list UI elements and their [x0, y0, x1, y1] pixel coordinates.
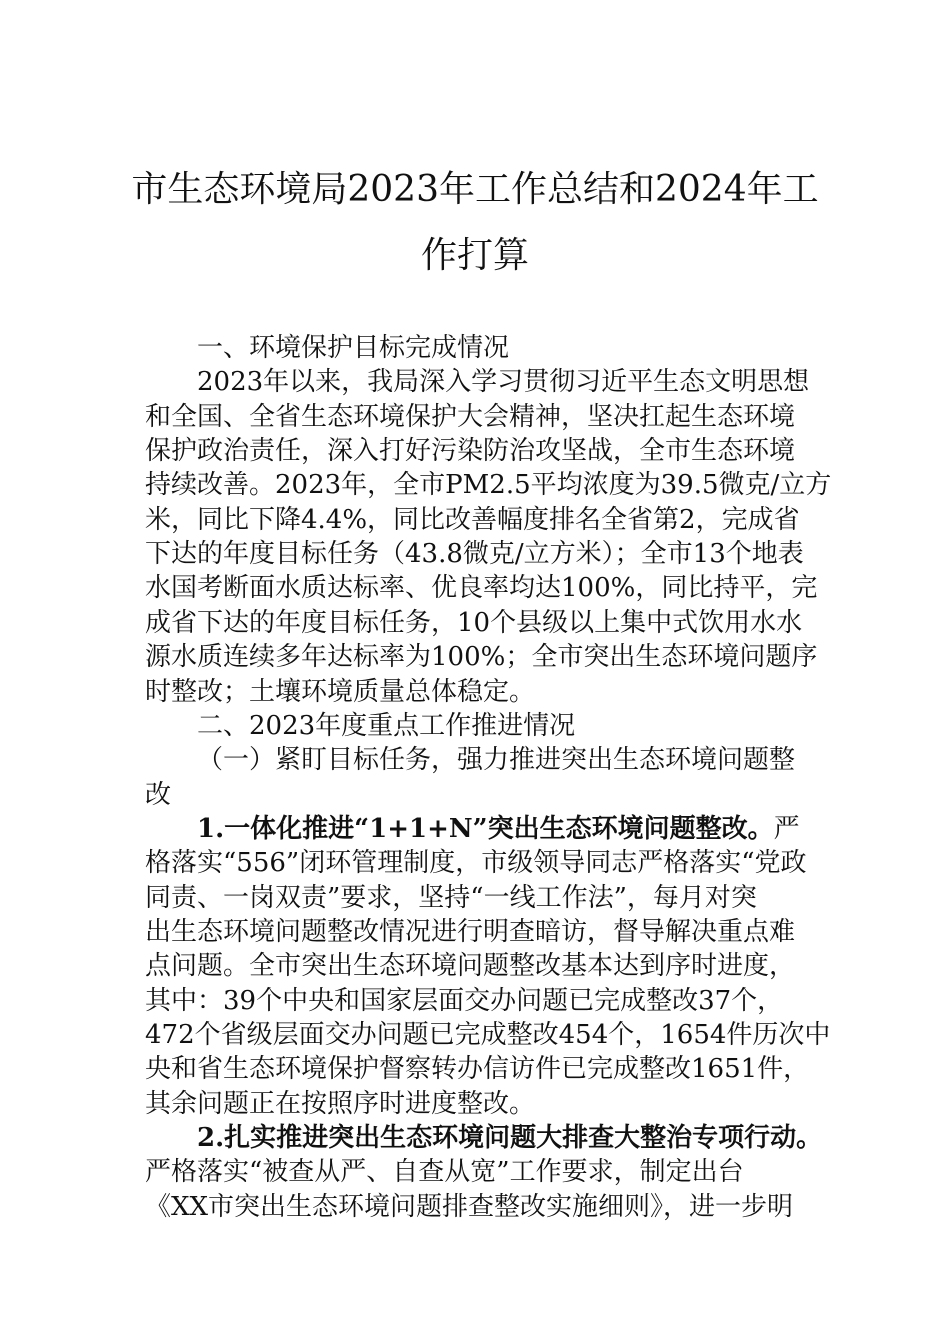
document-line-text: 472个省级层面交办问题已完成整改454个，1654件历次中 [145, 1020, 831, 1050]
document-line [145, 1087, 825, 1121]
document-line-text: 点问题。全市突出生态环境问题整改基本达到序时进度， [145, 951, 796, 982]
document-line [145, 571, 825, 605]
document-line [145, 1052, 825, 1086]
document-line-text: 1.一体化推进“1+1+N”突出生态环境问题整改。 [197, 813, 774, 844]
document-line-text: 下达的年度目标任务（43.8微克/立方米）；全市13个地表 [145, 539, 804, 570]
document-line [145, 503, 825, 537]
document-line [197, 743, 877, 777]
document-line [145, 881, 825, 915]
document-line-text: 成省下达的年度目标任务，10个县级以上集中式饮用水水 [145, 607, 803, 638]
document-line-text: 时整改；土壤环境质量总体稳定。 [145, 676, 536, 707]
document-line [197, 1121, 877, 1155]
document-line [197, 331, 877, 365]
document-line-text: 其余问题正在按照序时进度整改。 [145, 1088, 536, 1119]
document-line-text: 格落实“556”闭环管理制度，市级领导同志严格落实“党政 [145, 848, 807, 879]
document-title-line-2: 作打算 [420, 235, 529, 276]
document-line-text: （一）紧盯目标任务，强力推进突出生态环境问题整 [197, 745, 796, 776]
document-line [197, 365, 877, 399]
document-title-line-1: 市生态环境局2023年工作总结和2024年工 [131, 169, 819, 210]
document-line-text: 米，同比下降4.4%，同比改善幅度排名全省第2，完成省 [145, 504, 800, 535]
document-line-text: 持续改善。2023年，全市PM2.5平均浓度为39.5微克/立方 [145, 470, 832, 501]
document-line-text: 出生态环境问题整改情况进行明查暗访，督导解决重点难 [145, 916, 796, 947]
document-line-text: 改 [145, 779, 172, 810]
document-line [145, 468, 832, 502]
document-line-text: 《XX市突出生态环境问题排查整改实施细则》，进一步明 [145, 1191, 794, 1222]
document-line [145, 778, 825, 812]
document-line [197, 709, 877, 743]
document-line-text: 2.扎实推进突出生态环境问题大排查大整治专项行动。 [197, 1123, 823, 1154]
document-line-text: 和全国、全省生态环境保护大会精神，坚决扛起生态环境 [145, 401, 796, 432]
document-line-text: 2023年以来，我局深入学习贯彻习近平生态文明思想 [197, 367, 810, 398]
document-line [145, 400, 825, 434]
document-line-text: 水国考断面水质达标率、优良率均达100%，同比持平，完 [145, 573, 818, 604]
document-line [145, 640, 825, 674]
document-line-text: 源水质连续多年达标率为100%；全市突出生态环境问题序 [145, 642, 818, 673]
document-line [145, 984, 825, 1018]
document-line-text: 保护政治责任，深入打好污染防治攻坚战，全市生态环境 [145, 436, 796, 467]
document-line-text: 同责、一岗双责”要求，坚持“一线工作法”，每月对突 [145, 882, 757, 913]
document-line [145, 846, 825, 880]
document-line-text: 严格落实“被查从严、自查从宽”工作要求，制定出台 [145, 1157, 744, 1188]
document-line [145, 1190, 825, 1224]
document-line [145, 434, 825, 468]
document-line-text: 央和省生态环境保护督察转办信访件已完成整改1651件， [145, 1054, 810, 1085]
document-line [145, 606, 825, 640]
document-line [197, 812, 877, 846]
document-line-text: 其中：39个中央和国家层面交办问题已完成整改37个， [145, 985, 784, 1016]
document-line [145, 1018, 831, 1052]
document-line [145, 915, 825, 949]
document-line [145, 1155, 825, 1189]
document-line [145, 949, 825, 983]
document-line [145, 675, 825, 709]
document-line [145, 537, 825, 571]
document-line-text: 一、环境保护目标完成情况 [197, 333, 510, 363]
document-line-text: 二、2023年度重点工作推进情况 [197, 710, 576, 741]
document-line-tail: 严 [773, 813, 800, 844]
